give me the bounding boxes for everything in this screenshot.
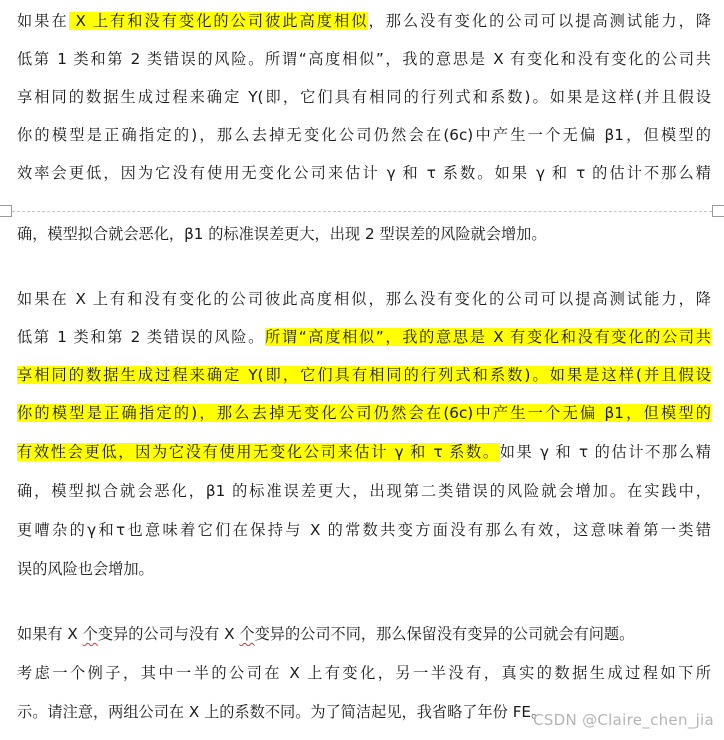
p3-line-1-text-a: 如果有 X	[17, 625, 83, 643]
p1-line-1-rest: ，那么没有变化的公司可以提高测试能力，降	[368, 12, 711, 30]
p3-line-1-text-c: 变异的公司不同，那么保留没有变异的公司就会有问题。	[254, 625, 635, 643]
p1-line-5: 效率会更低，因为它没有使用无变化公司来估计 γ 和 τ 系数。如果 γ 和 τ 的估计不那么精	[17, 164, 711, 182]
page-corner-right-icon	[712, 205, 724, 217]
p1-line-1	[17, 9, 711, 33]
p1-line-6: 确，模型拟合就会恶化，β1 的标准误差更大，出现 2 型误差的风险就会增加。	[17, 225, 547, 243]
p2-highlight-line-4: 你的模型是正确指定的)，那么去掉无变化公司仍然会在(6c)中产生一个无偏 β1，但模型的	[17, 404, 711, 422]
p2-line-8: 误的风险也会增加。	[17, 560, 154, 578]
spellcheck-mark-1[interactable]: 个	[82, 625, 98, 643]
watermark: CSDN @Claire_chen_jia	[533, 711, 714, 729]
p2-line-4	[17, 401, 711, 425]
p3-line-3: 示。请注意，两组公司在 X 上的系数不同。为了简洁起见，我省略了年份 FE。	[17, 703, 547, 721]
p2-line-3	[17, 363, 711, 387]
page-break-line	[12, 211, 712, 212]
p1-line-4: 你的模型是正确指定的)，那么去掉无变化公司仍然会在(6c)中产生一个无偏 β1，但模型的	[17, 126, 711, 144]
page-corner-left-icon	[0, 205, 12, 217]
spellcheck-mark-2[interactable]: 个	[239, 625, 255, 643]
p2-line-5	[17, 440, 711, 464]
p2-line-5-rest: 如果 γ 和 τ 的估计不那么精	[499, 443, 711, 461]
p2-line-2	[17, 325, 711, 349]
p2-highlight-end: 有效性会更低，因为它没有使用无变化公司来估计 γ 和 τ 系数。	[17, 443, 500, 461]
p1-highlight: X 上有和没有变化的公司彼此高度相似	[68, 12, 369, 30]
p1-line-2: 低第 1 类和第 2 类错误的风险。所谓“高度相似”，我的意思是 X 有变化和没有变化的公司共	[17, 50, 711, 68]
p2-line-1: 如果在 X 上有和没有变化的公司彼此高度相似，那么没有变化的公司可以提高测试能力，降	[17, 290, 711, 308]
p3-line-1	[17, 622, 711, 646]
page-break-marker	[0, 205, 724, 219]
p2-line-2-text: 低第 1 类和第 2 类错误的风险。	[17, 328, 265, 346]
p3-line-1-text-b: 变异的公司与没有 X	[97, 625, 240, 643]
p2-highlight-start: 所谓“高度相似”，我的意思是 X 有变化和没有变化的公司共	[264, 328, 711, 346]
p2-line-7: 更嘈杂的γ和τ也意味着它们在保持与 X 的常数共变方面没有那么有效，这意味着第一类错	[17, 521, 711, 539]
p1-line-3: 享相同的数据生成过程来确定 Y(即，它们具有相同的行列式和系数)。如果是这样(并且假设	[17, 88, 711, 106]
p3-line-2: 考虑一个例子，其中一半的公司在 X 上有变化，另一半没有，真实的数据生成过程如下所	[17, 664, 711, 682]
p1-line-1-text: 如果在	[17, 12, 69, 30]
p2-line-6: 确，模型拟合就会恶化，β1 的标准误差更大，出现第二类错误的风险就会增加。在实践中，	[17, 482, 711, 500]
p2-highlight-line-3: 享相同的数据生成过程来确定 Y(即，它们具有相同的行列式和系数)。如果是这样(并且假设	[17, 366, 711, 384]
